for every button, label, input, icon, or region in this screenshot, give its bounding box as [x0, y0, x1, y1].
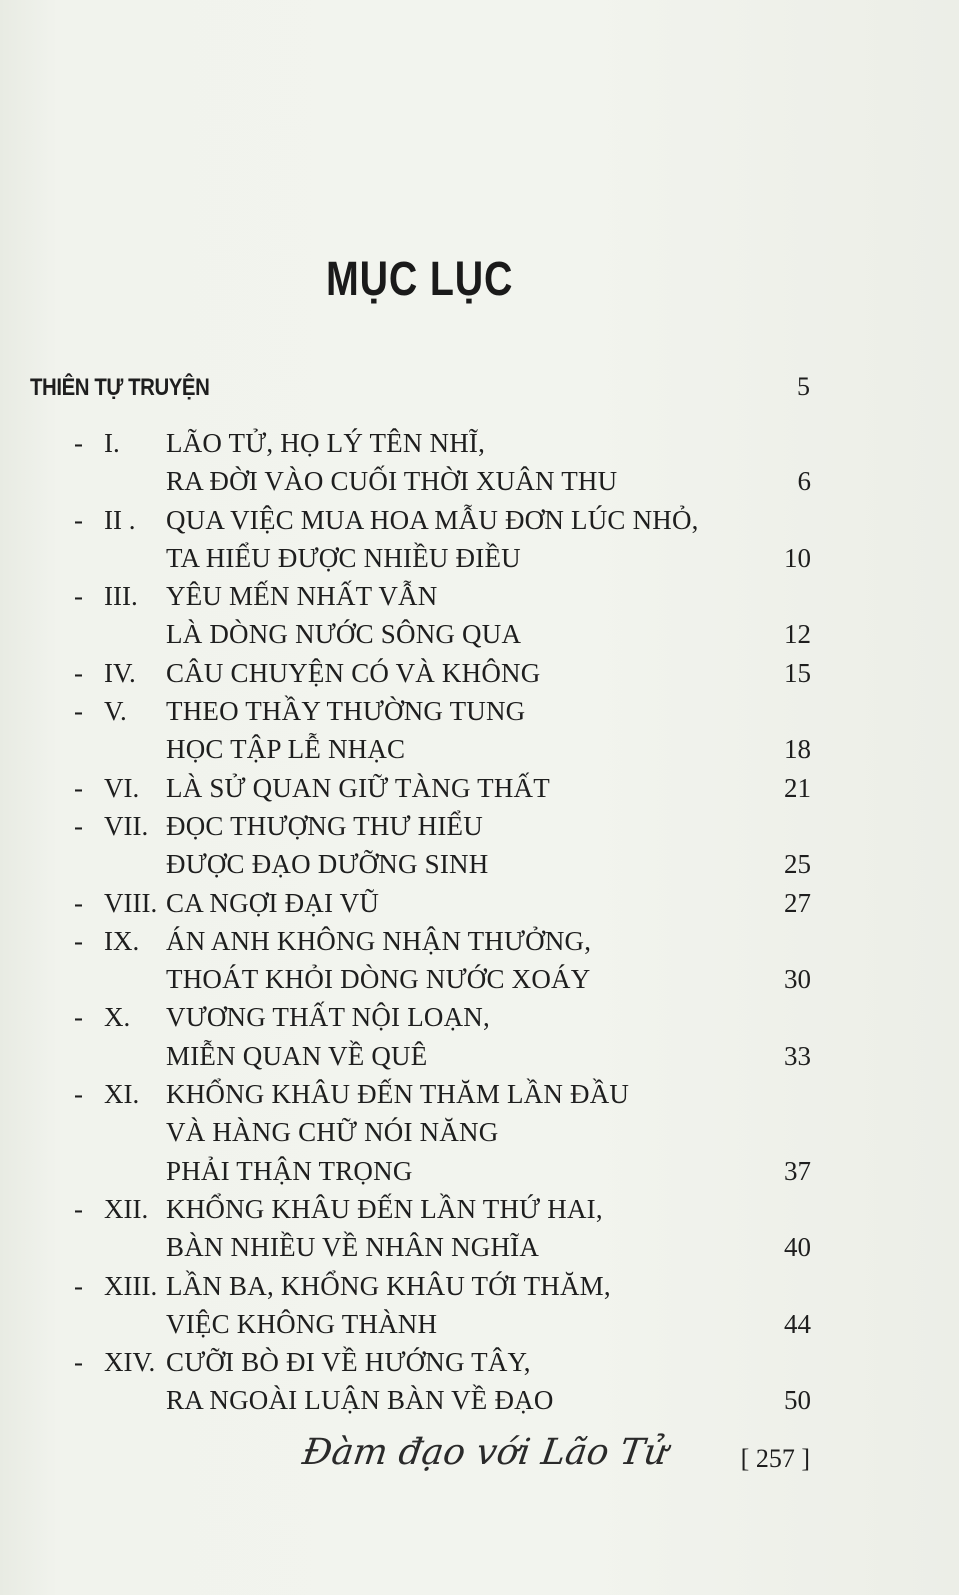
- toc-entry: [0, 424, 959, 501]
- toc-entry-title: HỌC TẬP LỄ NHẠC: [166, 734, 406, 765]
- toc-entry: [0, 1190, 959, 1267]
- toc-entry-line: [0, 1037, 959, 1075]
- toc-entry: [0, 769, 959, 807]
- toc-entry-title: KHỔNG KHÂU ĐẾN LẦN THỨ HAI,: [166, 1193, 603, 1224]
- toc-entry-number: IV.: [104, 657, 136, 688]
- toc-entry-line: [0, 501, 959, 539]
- toc-entry-page-number: 40: [784, 1232, 811, 1263]
- page-footer: [300, 1428, 810, 1498]
- toc-entry-title: CA NGỢI ĐẠI VŨ: [166, 887, 380, 918]
- toc-entry-title: LÀ SỬ QUAN GIỮ TÀNG THẤT: [166, 772, 550, 803]
- toc-entry-title: LẦN BA, KHỔNG KHÂU TỚI THĂM,: [166, 1270, 611, 1301]
- toc-entry-title: QUA VIỆC MUA HOA MẪU ĐƠN LÚC NHỎ,: [166, 504, 699, 535]
- toc-entry-dash: -: [74, 1002, 83, 1033]
- toc-entry-number: XIII.: [104, 1270, 158, 1301]
- toc-entry-title: KHỔNG KHÂU ĐẾN THĂM LẦN ĐẦU: [166, 1079, 630, 1110]
- toc-entry-line: [0, 807, 959, 845]
- toc-entry-title: VÀ HÀNG CHỮ NÓI NĂNG: [166, 1117, 499, 1148]
- toc-entry-line: [0, 1228, 959, 1266]
- toc-entry-page-number: 37: [784, 1155, 811, 1186]
- toc-entry-number: XIV.: [104, 1347, 156, 1378]
- footer-book-title: Đàm đạo với Lão Tử: [300, 1432, 671, 1473]
- toc-entry-line: [0, 1113, 959, 1151]
- toc-entry-line: [0, 1152, 959, 1190]
- toc-entry-number: III.: [104, 581, 138, 612]
- toc-entry-page-number: 25: [784, 849, 811, 880]
- toc-entry-dash: -: [74, 657, 83, 688]
- toc-entry-line: [0, 998, 959, 1036]
- footer-page-number: [ 257 ]: [740, 1444, 810, 1473]
- toc-entry-dash: -: [74, 696, 83, 727]
- toc-entry-number: II .: [104, 504, 136, 535]
- toc-entry-page-number: 33: [784, 1040, 811, 1071]
- toc-entry-page-number: 50: [784, 1385, 811, 1416]
- toc-entry-page-number: 30: [784, 964, 811, 995]
- toc-entry: [0, 577, 959, 654]
- toc-entry-title: VIỆC KHÔNG THÀNH: [166, 1308, 438, 1339]
- toc-entry-dash: -: [74, 1347, 83, 1378]
- toc-entry-line: [0, 730, 959, 768]
- toc-entry-title: CƯỠI BÒ ĐI VỀ HƯỚNG TÂY,: [166, 1347, 531, 1378]
- toc-entry-dash: -: [74, 887, 83, 918]
- toc-entry-dash: -: [74, 925, 83, 956]
- section-title: THIÊN TỰ TRUYỆN: [30, 374, 210, 401]
- toc-entry-title: ÁN ANH KHÔNG NHẬN THƯỞNG,: [166, 925, 592, 956]
- toc-entry-dash: -: [74, 1270, 83, 1301]
- toc-entry: [0, 501, 959, 578]
- toc-entry-line: [0, 462, 959, 500]
- toc-entry-number: I.: [104, 428, 120, 458]
- toc-entry-line: [0, 884, 959, 922]
- toc-entry-line: [0, 845, 959, 883]
- toc-entry: [0, 884, 959, 922]
- toc-entry-line: [0, 1190, 959, 1228]
- toc-entry: [0, 1075, 959, 1190]
- toc-entry-number: IX.: [104, 925, 140, 956]
- toc-entry-line: [0, 654, 959, 692]
- section-header: [30, 372, 810, 406]
- toc-entry-page-number: 18: [784, 734, 811, 765]
- toc-entry: [0, 1267, 959, 1344]
- toc-entry-line: [0, 424, 959, 462]
- toc-entry: [0, 807, 959, 884]
- toc-entry-title: ĐỌC THƯỢNG THƯ HIỂU: [166, 810, 483, 841]
- toc-entry-page-number: 27: [784, 887, 811, 918]
- table-of-contents: [0, 424, 959, 1420]
- toc-entry-number: X.: [104, 1002, 131, 1033]
- toc-entry-title: TA HIỂU ĐƯỢC NHIỀU ĐIỀU: [166, 542, 521, 573]
- toc-entry-page-number: 21: [784, 772, 811, 803]
- toc-entry-title: LÃO TỬ, HỌ LÝ TÊN NHĨ,: [166, 428, 486, 458]
- toc-entry-page-number: 12: [784, 619, 811, 650]
- toc-entry-number: XI.: [104, 1079, 140, 1110]
- toc-entry-number: VII.: [104, 810, 149, 841]
- toc-entry-line: [0, 1305, 959, 1343]
- toc-entry: [0, 922, 959, 999]
- toc-entry: [0, 654, 959, 692]
- toc-entry-line: [0, 1381, 959, 1419]
- toc-entry-title: THEO THẦY THƯỜNG TUNG: [166, 696, 526, 727]
- toc-entry-title: THOÁT KHỎI DÒNG NƯỚC XOÁY: [166, 964, 591, 995]
- toc-entry-number: V.: [104, 696, 127, 727]
- toc-entry-number: VI.: [104, 772, 140, 803]
- toc-entry-title: RA ĐỜI VÀO CUỐI THỜI XUÂN THU: [166, 466, 618, 497]
- toc-entry-title: VƯƠNG THẤT NỘI LOẠN,: [166, 1002, 490, 1033]
- toc-entry-title: RA NGOÀI LUẬN BÀN VỀ ĐẠO: [166, 1385, 554, 1416]
- toc-entry-page-number: 44: [784, 1308, 811, 1339]
- toc-entry-page-number: 6: [797, 466, 811, 497]
- toc-entry-line: [0, 922, 959, 960]
- toc-entry-line: [0, 539, 959, 577]
- toc-entry-line: [0, 1075, 959, 1113]
- toc-entry-number: XII.: [104, 1193, 149, 1224]
- toc-entry-dash: -: [74, 1193, 83, 1224]
- toc-entry-line: [0, 1267, 959, 1305]
- toc-entry-title: PHẢI THẬN TRỌNG: [166, 1155, 413, 1186]
- toc-entry-dash: -: [74, 772, 83, 803]
- toc-entry-title: BÀN NHIỀU VỀ NHÂN NGHĨA: [166, 1232, 540, 1263]
- toc-entry-dash: -: [74, 1079, 83, 1110]
- toc-entry-page-number: 15: [784, 657, 811, 688]
- toc-entry-line: [0, 615, 959, 653]
- toc-entry-dash: -: [74, 810, 83, 841]
- toc-entry-title: MIỄN QUAN VỀ QUÊ: [166, 1040, 428, 1071]
- toc-entry-title: YÊU MẾN NHẤT VẪN: [166, 581, 438, 612]
- section-page-number: 5: [797, 372, 810, 401]
- toc-entry-title: LÀ DÒNG NƯỚC SÔNG QUA: [166, 619, 522, 650]
- toc-entry: [0, 998, 959, 1075]
- toc-entry-line: [0, 1343, 959, 1381]
- toc-entry-page-number: 10: [784, 542, 811, 573]
- toc-entry: [0, 692, 959, 769]
- toc-entry-line: [0, 769, 959, 807]
- toc-entry-dash: -: [74, 581, 83, 612]
- toc-entry-line: [0, 577, 959, 615]
- toc-entry: [0, 1343, 959, 1420]
- page-title: MỤC LỤC: [326, 253, 514, 306]
- toc-entry-title: CÂU CHUYỆN CÓ VÀ KHÔNG: [166, 657, 541, 688]
- toc-entry-line: [0, 692, 959, 730]
- toc-entry-title: ĐƯỢC ĐẠO DƯỠNG SINH: [166, 849, 489, 880]
- toc-entry-dash: -: [74, 428, 83, 458]
- toc-entry-number: VIII.: [104, 887, 158, 918]
- toc-entry-dash: -: [74, 504, 83, 535]
- toc-entry-line: [0, 960, 959, 998]
